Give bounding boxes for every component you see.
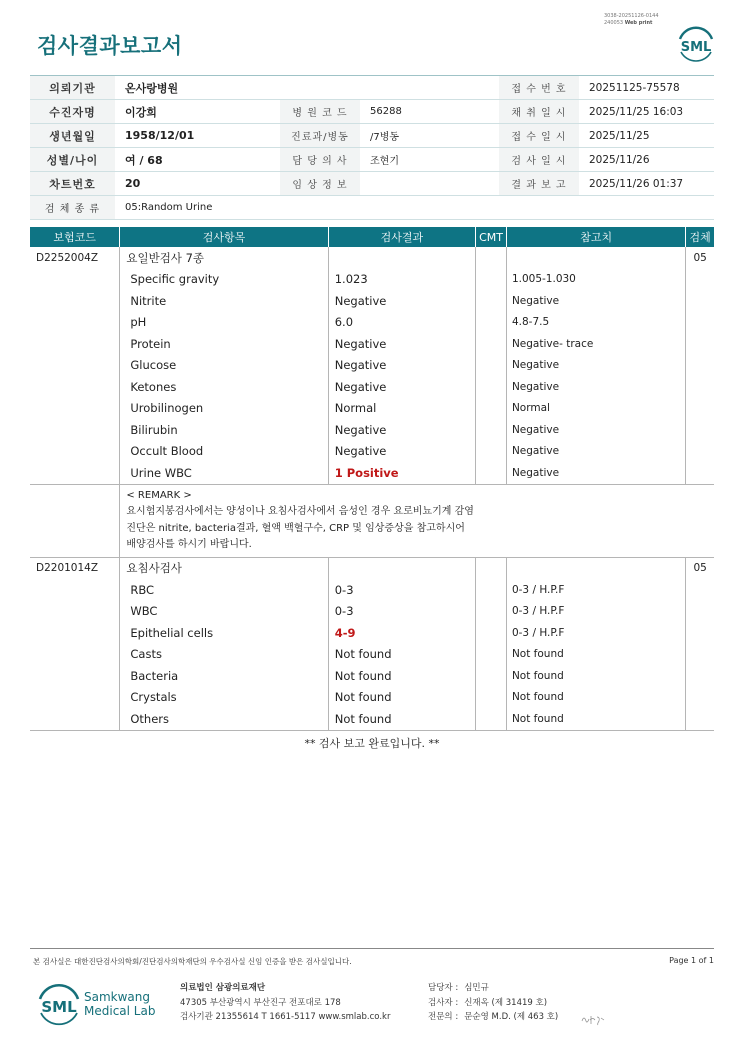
test-result (328, 665, 475, 687)
info-row (30, 76, 714, 100)
specimen-code (686, 708, 714, 730)
test-result-text: 4-9 (334, 625, 356, 640)
test-result (328, 290, 475, 312)
test-item-text: Epithelial cells (130, 625, 214, 640)
cmt-cell (476, 601, 507, 623)
test-result-text: 1 Positive (334, 465, 399, 480)
organization-contact: 검사기관 21355614 T 1661-5117 www.smlab.co.kr (180, 1012, 391, 1022)
reference-cell (506, 247, 685, 269)
cmt-cell (476, 398, 507, 420)
table-row (30, 376, 714, 398)
test-result (328, 708, 475, 730)
specimen-code (686, 290, 714, 312)
group-header-row (30, 557, 714, 579)
test-item (120, 462, 328, 484)
cmt-cell (476, 376, 507, 398)
specimen-code (686, 687, 714, 709)
reference-range-text: Negative- trace (511, 337, 594, 350)
test-result (328, 333, 475, 355)
test-item (120, 441, 328, 463)
test-item-text: RBC (130, 582, 155, 597)
test-group-name (120, 557, 328, 579)
info-label: 병 원 코 드 (280, 100, 360, 123)
test-result (328, 398, 475, 420)
column-header: 검사항목 (120, 227, 328, 247)
test-result-text: Not found (334, 690, 392, 705)
test-item (120, 644, 328, 666)
reference-range-text: Normal (511, 402, 550, 415)
info-row (30, 124, 714, 148)
specimen-code (686, 269, 714, 291)
test-item (120, 708, 328, 730)
test-result (328, 376, 475, 398)
test-result-text: 6.0 (334, 315, 354, 330)
report-complete-text: ** 검사 보고 완료입니다. ** (304, 737, 440, 750)
signature-icon (580, 1012, 606, 1026)
test-result-text: Negative (334, 293, 387, 308)
specimen-value: 05:Random Urine (125, 202, 213, 213)
test-item (120, 312, 328, 334)
info-label: 임 상 정 보 (280, 172, 360, 195)
cmt-cell (476, 557, 507, 579)
test-result-text: Not found (334, 668, 392, 683)
test-item-text: Urobilinogen (130, 401, 204, 416)
staff-label: 담당자 : (428, 983, 459, 993)
reference-range-text: Negative (511, 445, 560, 458)
insurance-code (30, 579, 120, 601)
insurance-code (30, 247, 120, 269)
test-result (328, 622, 475, 644)
info-value: 20251125-75578 (589, 81, 680, 94)
table-row (30, 665, 714, 687)
document-id-number: 240053 (604, 20, 624, 26)
info-value: 2025/11/26 (589, 153, 650, 166)
reference-range-text: Negative (511, 380, 560, 393)
info-label: 성별/나이 (30, 148, 115, 171)
info-value: 20 (125, 177, 141, 190)
info-label: 진료과/병동 (280, 124, 360, 147)
test-item-text: Casts (130, 647, 162, 662)
test-item (120, 290, 328, 312)
specimen-code (686, 312, 714, 334)
remark-row (30, 484, 714, 557)
cmt-cell (476, 312, 507, 334)
web-print-label: Web print (624, 20, 653, 26)
specimen-code (686, 441, 714, 463)
cmt-cell (476, 708, 507, 730)
test-group-name (120, 247, 328, 269)
info-label: 의뢰기관 (30, 76, 115, 99)
reference-range-text: 0-3 / H.P.F (511, 626, 565, 639)
cmt-cell (476, 419, 507, 441)
test-item-text: Protein (130, 336, 171, 351)
test-item-text: Ketones (130, 379, 177, 394)
insurance-code (30, 462, 120, 484)
info-value: /7병동 (370, 132, 400, 143)
test-item-text: Bilirubin (130, 422, 178, 437)
test-item-text: Bacteria (130, 668, 179, 683)
cmt-cell (476, 687, 507, 709)
staff-info (428, 981, 558, 1025)
specimen-code (686, 601, 714, 623)
table-row (30, 708, 714, 730)
insurance-code (30, 269, 120, 291)
specimen-label: 검 체 종 류 (30, 196, 115, 219)
table-row (30, 644, 714, 666)
reference-range-text: Not found (511, 648, 564, 661)
document-id (604, 13, 684, 27)
reference-range-text: Negative (511, 466, 560, 479)
staff-line (428, 1010, 558, 1025)
cmt-cell (476, 269, 507, 291)
reference-range-text: Not found (511, 712, 564, 725)
test-result-text: 0-3 (334, 604, 354, 619)
info-value: 여 / 68 (125, 153, 163, 167)
insurance-code (30, 484, 120, 557)
specimen-code (686, 462, 714, 484)
info-label: 담 당 의 사 (280, 148, 360, 171)
table-row (30, 269, 714, 291)
table-row (30, 622, 714, 644)
reference-range (506, 579, 685, 601)
insurance-code (30, 376, 120, 398)
reference-range (506, 419, 685, 441)
insurance-code-text: D2252004Z (36, 251, 99, 264)
patient-info (30, 75, 714, 220)
test-item (120, 376, 328, 398)
test-result (328, 601, 475, 623)
results-table (30, 227, 714, 731)
organization-info (180, 981, 390, 1025)
test-item-text: WBC (130, 604, 158, 619)
test-result (328, 419, 475, 441)
info-value: 조현기 (370, 156, 399, 167)
table-row (30, 312, 714, 334)
remark-line: 배양검사를 하시기 바랍니다. (126, 539, 252, 550)
document-id-line1: 3038-20251126-0144 (604, 13, 659, 19)
group-header-row (30, 247, 714, 269)
specimen-code (686, 665, 714, 687)
test-item (120, 398, 328, 420)
footer-logo-mark: SML (41, 998, 77, 1016)
cmt-cell (476, 290, 507, 312)
table-row (30, 419, 714, 441)
table-row (30, 441, 714, 463)
reference-range (506, 355, 685, 377)
reference-range-text: Negative (511, 423, 560, 436)
test-item (120, 601, 328, 623)
reference-range-text: Negative (511, 294, 560, 307)
reference-range (506, 398, 685, 420)
info-value: 2025/11/25 (589, 129, 650, 142)
table-row (30, 687, 714, 709)
reference-range (506, 290, 685, 312)
test-result (328, 312, 475, 334)
test-item (120, 665, 328, 687)
specimen-code (686, 644, 714, 666)
organization-name: 의료법인 삼광의료재단 (180, 983, 266, 993)
specimen-code (686, 557, 714, 579)
test-result (328, 462, 475, 484)
insurance-code (30, 644, 120, 666)
info-value: 이강희 (125, 105, 157, 119)
info-value (360, 76, 499, 99)
reference-range (506, 269, 685, 291)
insurance-code (30, 419, 120, 441)
remark-line: 진단은 nitrite, bacteria결과, 혈액 백혈구수, CRP 및 임상증상을 참고하시어 (126, 522, 465, 534)
specimen-code (686, 622, 714, 644)
test-item-text: Others (130, 711, 170, 726)
test-result (328, 269, 475, 291)
cmt-cell (476, 333, 507, 355)
info-label: 차트번호 (30, 172, 115, 195)
cmt-cell (476, 579, 507, 601)
staff-value: 문순영 M.D. (제 463 호) (464, 1012, 559, 1022)
cmt-cell (476, 644, 507, 666)
specimen-code (686, 376, 714, 398)
reference-range-text: 1.005-1.030 (511, 273, 576, 286)
test-group-name-text: 요일반검사 7종 (126, 250, 205, 265)
test-group-name-text: 요침사검사 (126, 561, 182, 576)
insurance-code (30, 601, 120, 623)
insurance-code (30, 355, 120, 377)
accreditation-note: 본 검사실은 대한진단검사의학회/진단검사의학재단의 우수검사실 신임 인증을 받은 검사실입니다. (33, 957, 352, 966)
specimen-code (686, 398, 714, 420)
test-item (120, 269, 328, 291)
reference-range (506, 708, 685, 730)
specimen-code (686, 247, 714, 269)
specimen-code (686, 355, 714, 377)
specimen-code (686, 579, 714, 601)
organization-address: 47305 부산광역시 부산진구 전포대로 178 (180, 997, 341, 1008)
info-row (30, 100, 714, 124)
column-header: 검사결과 (328, 227, 475, 247)
reference-range (506, 462, 685, 484)
reference-range-text: Not found (511, 669, 564, 682)
reference-range (506, 333, 685, 355)
test-result-text: Normal (334, 401, 377, 416)
test-result (328, 644, 475, 666)
footer-logo-line2: Medical Lab (84, 1004, 156, 1018)
info-label: 접 수 일 시 (499, 124, 579, 147)
reference-range-text: Not found (511, 691, 564, 704)
cmt-cell (476, 665, 507, 687)
cmt-cell (476, 247, 507, 269)
info-value: 2025/11/26 01:37 (589, 177, 684, 190)
reference-cell (506, 557, 685, 579)
sml-logo-text: SML (680, 40, 712, 55)
test-item-text: pH (130, 315, 147, 330)
insurance-code (30, 290, 120, 312)
remark-line: 요시험지봉검사에서는 양성이나 요침사검사에서 음성인 경우 요로비뇨기계 감염 (126, 506, 474, 517)
info-value: 온사랑병원 (125, 81, 179, 95)
remark-box (120, 484, 714, 557)
info-label: 결 과 보 고 (499, 172, 579, 195)
table-row (30, 601, 714, 623)
test-result-text: Not found (334, 647, 392, 662)
reference-range-text: 0-3 / H.P.F (511, 605, 565, 618)
table-row (30, 355, 714, 377)
column-header: 검체 (686, 227, 714, 247)
info-label: 수진자명 (30, 100, 115, 123)
test-result (328, 687, 475, 709)
result-cell (328, 557, 475, 579)
test-result-text: 0-3 (334, 582, 354, 597)
test-result-text: Not found (334, 711, 392, 726)
test-result (328, 441, 475, 463)
specimen-code-text: 05 (693, 562, 707, 575)
test-item (120, 419, 328, 441)
footer-divider (30, 948, 714, 949)
test-item (120, 687, 328, 709)
test-result (328, 579, 475, 601)
insurance-code (30, 557, 120, 579)
reference-range (506, 644, 685, 666)
table-row (30, 333, 714, 355)
test-item-text: Occult Blood (130, 444, 204, 459)
column-header: 보험코드 (30, 227, 120, 247)
reference-range-text: 0-3 / H.P.F (511, 583, 565, 596)
reference-range (506, 622, 685, 644)
specimen-row (30, 196, 714, 220)
reference-range-text: 4.8-7.5 (511, 316, 550, 329)
reference-range (506, 441, 685, 463)
test-item (120, 355, 328, 377)
insurance-code (30, 312, 120, 334)
cmt-cell (476, 441, 507, 463)
test-result-text: Negative (334, 422, 387, 437)
test-item-text: Glucose (130, 358, 177, 373)
test-result-text: Negative (334, 379, 387, 394)
info-value (360, 172, 499, 195)
footer-logo-line1: Samkwang (84, 990, 150, 1004)
staff-label: 전문의 : (428, 1012, 459, 1022)
staff-value: 신재옥 (제 31419 호) (464, 997, 548, 1008)
test-result-text: Negative (334, 358, 387, 373)
info-row (30, 148, 714, 172)
test-item (120, 333, 328, 355)
page-number: Page 1 of 1 (669, 956, 714, 965)
test-item-text: Nitrite (130, 293, 167, 308)
insurance-code (30, 622, 120, 644)
reference-range (506, 665, 685, 687)
test-item-text: Specific gravity (130, 272, 220, 287)
table-header-row (30, 227, 714, 247)
test-result (328, 355, 475, 377)
info-value: 1958/12/01 (125, 129, 195, 142)
test-result-text: 1.023 (334, 272, 368, 287)
insurance-code (30, 398, 120, 420)
staff-label: 검사자 : (428, 997, 459, 1008)
info-label: 검 사 일 시 (499, 148, 579, 171)
specimen-code (686, 333, 714, 355)
table-row (30, 290, 714, 312)
reference-range-text: Negative (511, 359, 560, 372)
cmt-cell (476, 622, 507, 644)
remark-line: < REMARK > (126, 489, 192, 501)
staff-value: 심민규 (464, 983, 489, 993)
info-row (30, 172, 714, 196)
insurance-code-text: D2201014Z (36, 562, 99, 575)
reference-range (506, 312, 685, 334)
test-result-text: Negative (334, 336, 387, 351)
cmt-cell (476, 355, 507, 377)
reference-range (506, 687, 685, 709)
info-value: 56288 (370, 106, 402, 117)
table-row (30, 462, 714, 484)
column-header: CMT (476, 227, 507, 247)
insurance-code (30, 333, 120, 355)
test-result-text: Negative (334, 444, 387, 459)
test-item (120, 579, 328, 601)
report-title: 검사결과보고서 (37, 34, 183, 58)
samkwang-logo-icon (38, 982, 156, 1026)
staff-line (428, 981, 558, 996)
info-label (280, 76, 360, 99)
staff-line (428, 996, 558, 1011)
sml-logo-icon (676, 26, 716, 62)
info-label: 채 취 일 시 (499, 100, 579, 123)
reference-range (506, 601, 685, 623)
info-label: 생년월일 (30, 124, 115, 147)
table-row (30, 579, 714, 601)
insurance-code (30, 708, 120, 730)
test-item-text: Crystals (130, 690, 177, 705)
result-cell (328, 247, 475, 269)
test-item (120, 622, 328, 644)
column-header: 참고치 (506, 227, 685, 247)
insurance-code (30, 441, 120, 463)
insurance-code (30, 665, 120, 687)
test-item-text: Urine WBC (130, 465, 192, 480)
info-label: 접 수 번 호 (499, 76, 579, 99)
table-row (30, 398, 714, 420)
info-value: 2025/11/25 16:03 (589, 105, 684, 118)
cmt-cell (476, 462, 507, 484)
specimen-code-text: 05 (693, 251, 707, 264)
specimen-code (686, 419, 714, 441)
insurance-code (30, 687, 120, 709)
reference-range (506, 376, 685, 398)
